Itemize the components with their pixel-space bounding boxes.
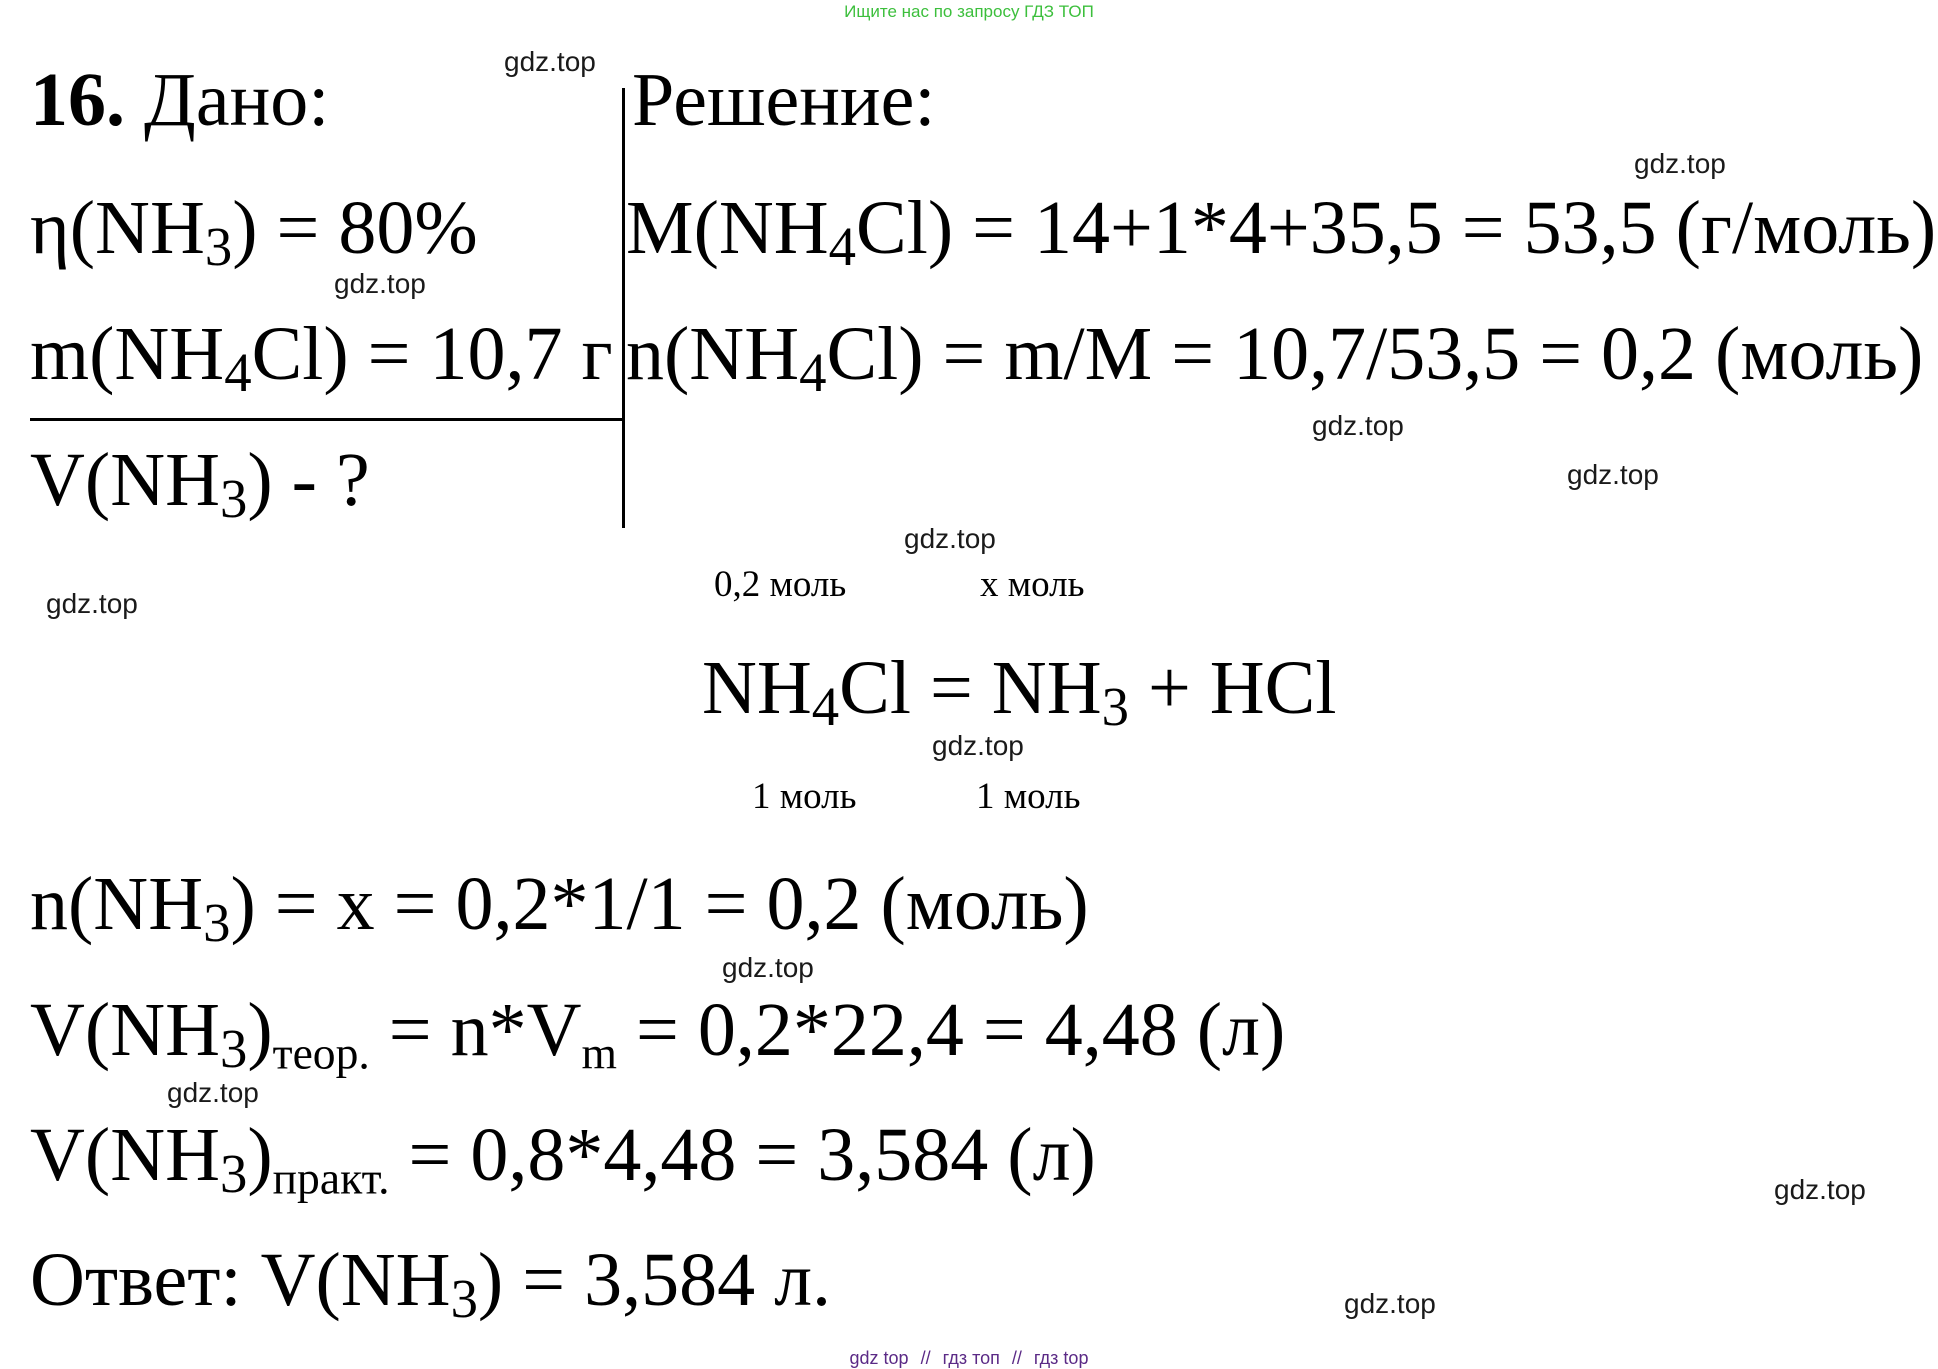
ammonia-moles-line: $n(NH_3) = x = 0,2*1/1 = 0,2$ (моль): [30, 862, 1089, 954]
watermark: gdz.top: [722, 952, 814, 983]
moles-line: $n(NH_4Cl) = m/M = 10,7/53,5 = 0,2$ (моль): [626, 312, 1924, 404]
watermark: gdz.top: [1634, 148, 1726, 179]
footer-separator: //: [920, 1348, 931, 1368]
problem-number: 16.: [30, 58, 125, 142]
watermark: gdz.top: [904, 523, 996, 554]
reaction-below-left: 1 моль: [752, 776, 857, 817]
footer-separator: //: [1011, 1348, 1022, 1368]
watermark: gdz.top: [1567, 459, 1659, 490]
reaction-above-left: 0,2 моль: [714, 564, 847, 605]
answer-line: Ответ: $V(NH_3) = 3,584$ л.: [30, 1238, 832, 1330]
footer-link[interactable]: gdz top: [849, 1348, 909, 1368]
practical-volume-line: $V(NH_3)практ$. = 0,8*4,48 = 3,584 (л): [30, 1113, 1096, 1205]
given-heading: [30, 58, 330, 142]
watermark: gdz.top: [504, 46, 596, 77]
footer-link[interactable]: гдз top: [1033, 1348, 1089, 1368]
given-label: Дано:: [144, 58, 330, 142]
reaction-equation: $NH_4Cl = NH_3$ + HCl: [702, 646, 1337, 738]
column-divider: [622, 88, 625, 528]
find-line: $V(NH_3)$ - ?: [30, 438, 370, 530]
given-yield: $\eta(NH_3) = 80\%$: [30, 186, 478, 278]
watermark: gdz.top: [1344, 1288, 1436, 1319]
given-divider: [30, 418, 623, 421]
footer-links: [0, 1348, 1938, 1369]
theoretical-volume-line: $V(NH_3)теор$. = n*Vm = 0,2*22,4 = 4,48 (л): [30, 988, 1286, 1080]
given-mass: $m(NH_4Cl) = 10,7$ г: [30, 312, 613, 404]
search-hint: Ищите нас по запросу ГДЗ ТОП: [844, 2, 1094, 21]
watermark: gdz.top: [932, 730, 1024, 761]
reaction-below-right: 1 моль: [976, 776, 1081, 817]
reaction-above-right: x моль: [980, 564, 1085, 605]
footer-link[interactable]: гдз топ: [942, 1348, 1000, 1368]
watermark: gdz.top: [167, 1077, 259, 1108]
watermark: gdz.top: [334, 268, 426, 299]
watermark: gdz.top: [1312, 410, 1404, 441]
watermark: gdz.top: [46, 588, 138, 619]
watermark: gdz.top: [1774, 1174, 1866, 1205]
molar-mass-line: $M(NH_4Cl) = 14+1*4+35,5 = 53,5$ (г/моль): [626, 186, 1937, 278]
solution-label: Решение:: [632, 58, 936, 142]
